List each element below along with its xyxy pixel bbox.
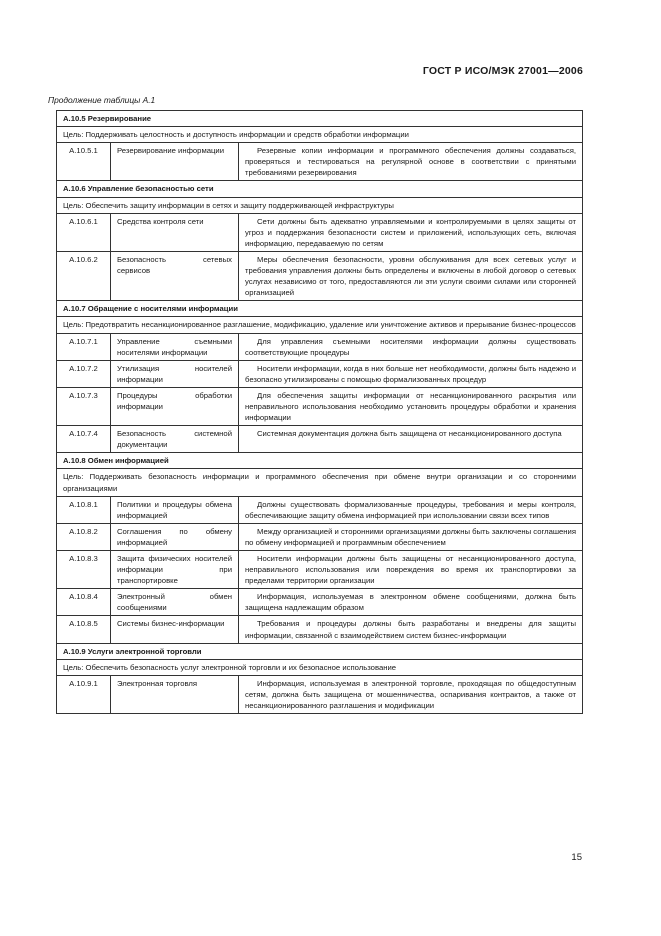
table-row [57,551,583,589]
control-name: Средства контроля сети [111,213,239,251]
section-goal: Цель: Поддерживать целостность и доступность информации и средств обработки информации [57,127,583,143]
controls-table [56,110,583,714]
section-title-row [57,301,583,317]
control-number: А.10.6.2 [57,251,111,300]
table-caption: Продолжение таблицы А.1 [48,95,156,105]
control-description: Между организацией и сторонними организациями должны быть заключены соглашения по обмену информацией и программным обеспечением [239,523,583,550]
control-name: Системы бизнес-информации [111,616,239,643]
section-title: А.10.8 Обмен информацией [57,453,583,469]
control-name: Процедуры обработки информации [111,387,239,425]
control-name: Резервирование информации [111,143,239,181]
control-number: А.10.8.1 [57,496,111,523]
table-row [57,675,583,713]
control-number: А.10.8.5 [57,616,111,643]
control-name: Управление съемными носителями информации [111,333,239,360]
section-goal-row [57,469,583,496]
control-description: Информация, используемая в электронном обмене сообщениями, должна быть защищена надлежащим образом [239,589,583,616]
control-name: Утилизация носителей информации [111,360,239,387]
control-description: Меры обеспечения безопасности, уровни обслуживания для всех сетевых услуг и требования управления должны быть определены и включены в любой договор о сетевых услугах независимо от того, предоставляются ли эти услуги своими силами или сторонней организацией [239,251,583,300]
control-number: А.10.7.2 [57,360,111,387]
table-row [57,496,583,523]
table-row [57,333,583,360]
table-row [57,360,583,387]
control-number: А.10.9.1 [57,675,111,713]
control-name: Безопасность сетевых сервисов [111,251,239,300]
table-row [57,387,583,425]
document-header-title: ГОСТ Р ИСО/МЭК 27001—2006 [422,65,583,77]
control-description: Информация, используемая в электронной торговле, проходящая по общедоступным сетям, должна быть защищена от мошенничества, оспаривания контрактов, а также от несанкционированного разглашения и модификации [239,675,583,713]
control-description: Системная документация должна быть защищена от несанкционированного доступа [239,426,583,453]
section-goal: Цель: Предотвратить несанкционированное разглашение, модификацию, удаление или уничтожение активов и прерывание бизнес-процессов [57,317,583,333]
section-title: А.10.5 Резервирование [57,111,583,127]
control-description: Должны существовать формализованные процедуры, требования и меры контроля, обеспечивающие защиту обмена информацией при использовании связи всех типов [239,496,583,523]
page-number: 15 [571,852,582,863]
section-goal: Цель: Обеспечить защиту информации в сетях и защиту поддерживающей инфраструктуры [57,197,583,213]
control-number: А.10.6.1 [57,213,111,251]
section-goal-row [57,197,583,213]
control-number: А.10.7.3 [57,387,111,425]
section-goal: Цель: Обеспечить безопасность услуг электронной торговли и их безопасное использование [57,659,583,675]
section-title: А.10.7 Обращение с носителями информации [57,301,583,317]
control-number: А.10.8.3 [57,551,111,589]
control-description: Требования и процедуры должны быть разработаны и внедрены для защиты информации, связанной с взаимодействием систем бизнес-информации [239,616,583,643]
control-number: А.10.7.1 [57,333,111,360]
section-goal-row [57,127,583,143]
control-description: Сети должны быть адекватно управляемыми и контролируемыми в целях защиты от угроз и поддержания безопасности систем и приложений, использующих сеть, включая информацию, передаваемую по сетям [239,213,583,251]
table-row [57,523,583,550]
control-number: А.10.8.2 [57,523,111,550]
table-row [57,251,583,300]
table-row [57,143,583,181]
section-title-row [57,643,583,659]
control-name: Защита физических носителей информации при транспортировке [111,551,239,589]
table-row [57,426,583,453]
table-row [57,589,583,616]
section-goal-row [57,659,583,675]
section-title: А.10.6 Управление безопасностью сети [57,181,583,197]
section-title-row [57,181,583,197]
control-number: А.10.7.4 [57,426,111,453]
control-name: Электронная торговля [111,675,239,713]
control-description: Для управления съемными носителями информации должны существовать соответствующие процедуры [239,333,583,360]
control-name: Электронный обмен сообщениями [111,589,239,616]
control-description: Носители информации, когда в них больше нет необходимости, должны быть надежно и безопасно утилизированы с помощью формализованных процедур [239,360,583,387]
table-row [57,213,583,251]
control-name: Соглашения по обмену информацией [111,523,239,550]
section-title-row [57,111,583,127]
table-row [57,616,583,643]
section-title-row [57,453,583,469]
section-goal-row [57,317,583,333]
control-number: А.10.5.1 [57,143,111,181]
section-title: А.10.9 Услуги электронной торговли [57,643,583,659]
control-description: Для обеспечения защиты информации от несанкционированного раскрытия или неправильного использования необходимо установить процедуры обработки и хранения информации [239,387,583,425]
section-goal: Цель: Поддерживать безопасность информации и программного обеспечения при обмене внутри организации и со сторонними организациями [57,469,583,496]
control-number: А.10.8.4 [57,589,111,616]
control-description: Резервные копии информации и программного обеспечения должны создаваться, проверяться и тестироваться на регулярной основе в соответствии с принятыми требованиями резервирования [239,143,583,181]
control-name: Безопасность системной документации [111,426,239,453]
control-name: Политики и процедуры обмена информацией [111,496,239,523]
control-description: Носители информации должны быть защищены от несанкционированного доступа, неправильного использования или повреждения во время их транспортировки за пределами территории организации [239,551,583,589]
